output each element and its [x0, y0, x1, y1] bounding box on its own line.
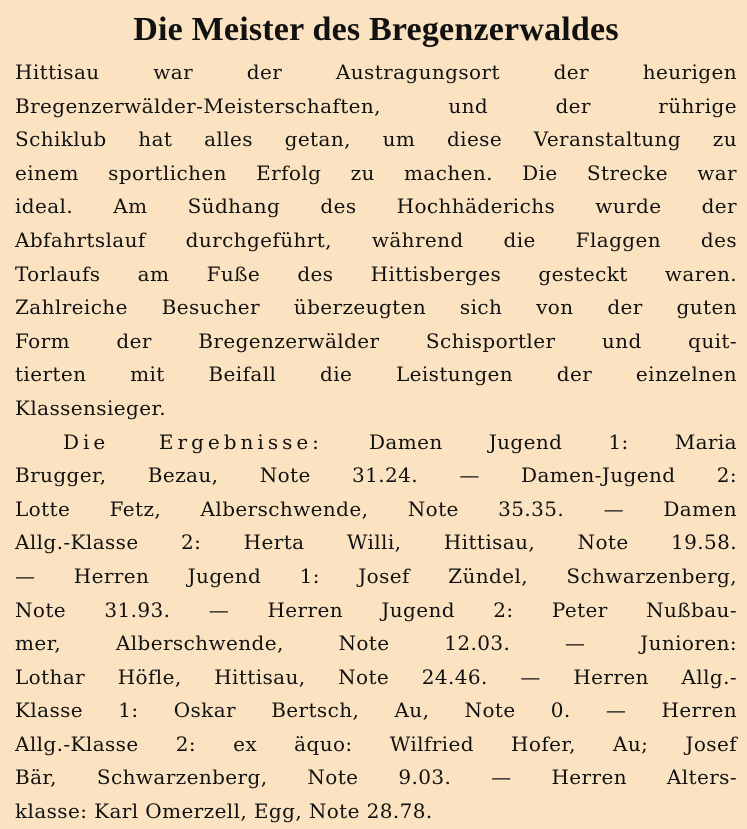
text-line: Allg.-Klasse 2: ex äquo: Wilfried Hofer, Au; Josef	[15, 731, 737, 756]
text-line: Note 31.93. — Herren Jugend 2: Peter Nußbau-	[15, 597, 737, 622]
text-line: — Herren Jugend 1: Josef Zündel, Schwarzenberg,	[15, 563, 737, 588]
intro-paragraph	[15, 56, 737, 426]
text-line: Bär, Schwarzenberg, Note 9.03. — Herren Alters-	[15, 765, 737, 790]
text-line: klasse: Karl Omerzell, Egg, Note 28.78.	[15, 799, 433, 824]
text-line: Brugger, Bezau, Note 31.24. — Damen-Jugend 2:	[15, 463, 737, 488]
results-paragraph	[15, 426, 737, 829]
text-line: Zahlreiche Besucher überzeugten sich von der guten	[15, 295, 737, 320]
text-line: mer, Alberschwende, Note 12.03. — Junioren:	[15, 631, 737, 656]
text-line: einem sportlichen Erfolg zu machen. Die Strecke war	[15, 160, 737, 185]
results-label: Die Ergebnisse:	[63, 429, 323, 454]
results-first-text: Damen Jugend 1: Maria	[322, 429, 737, 454]
text-line: tierten mit Beifall die Leistungen der einzelnen	[15, 362, 737, 387]
text-line: Form der Bregenzerwälder Schisportler und quit-	[15, 328, 737, 353]
text-line: Torlaufs am Fuße des Hittisberges gesteckt waren.	[15, 261, 737, 286]
text-line: Lothar Höfle, Hittisau, Note 24.46. — Herren Allg.-	[15, 664, 737, 689]
text-line: Allg.-Klasse 2: Herta Willi, Hittisau, Note 19.58.	[15, 530, 737, 555]
text-line: Schiklub hat alles getan, um diese Veranstaltung zu	[15, 127, 737, 152]
text-line: Bregenzerwälder-Meisterschaften, und der rührige	[15, 93, 737, 118]
text-line: Hittisau war der Austragungsort der heurigen	[15, 60, 737, 84]
text-line: Lotte Fetz, Alberschwende, Note 35.35. — Damen	[15, 496, 737, 521]
results-first-line	[15, 426, 737, 460]
text-line: ideal. Am Südhang des Hochhäderichs wurde der	[15, 194, 737, 219]
text-line: Abfahrtslauf durchgeführt, während die Flaggen des	[15, 227, 737, 252]
text-line: Klasse 1: Oskar Bertsch, Au, Note 0. — Herren	[15, 698, 737, 723]
text-line: Klassensieger.	[15, 395, 166, 420]
headline: Die Meister des Bregenzerwaldes	[133, 11, 619, 48]
